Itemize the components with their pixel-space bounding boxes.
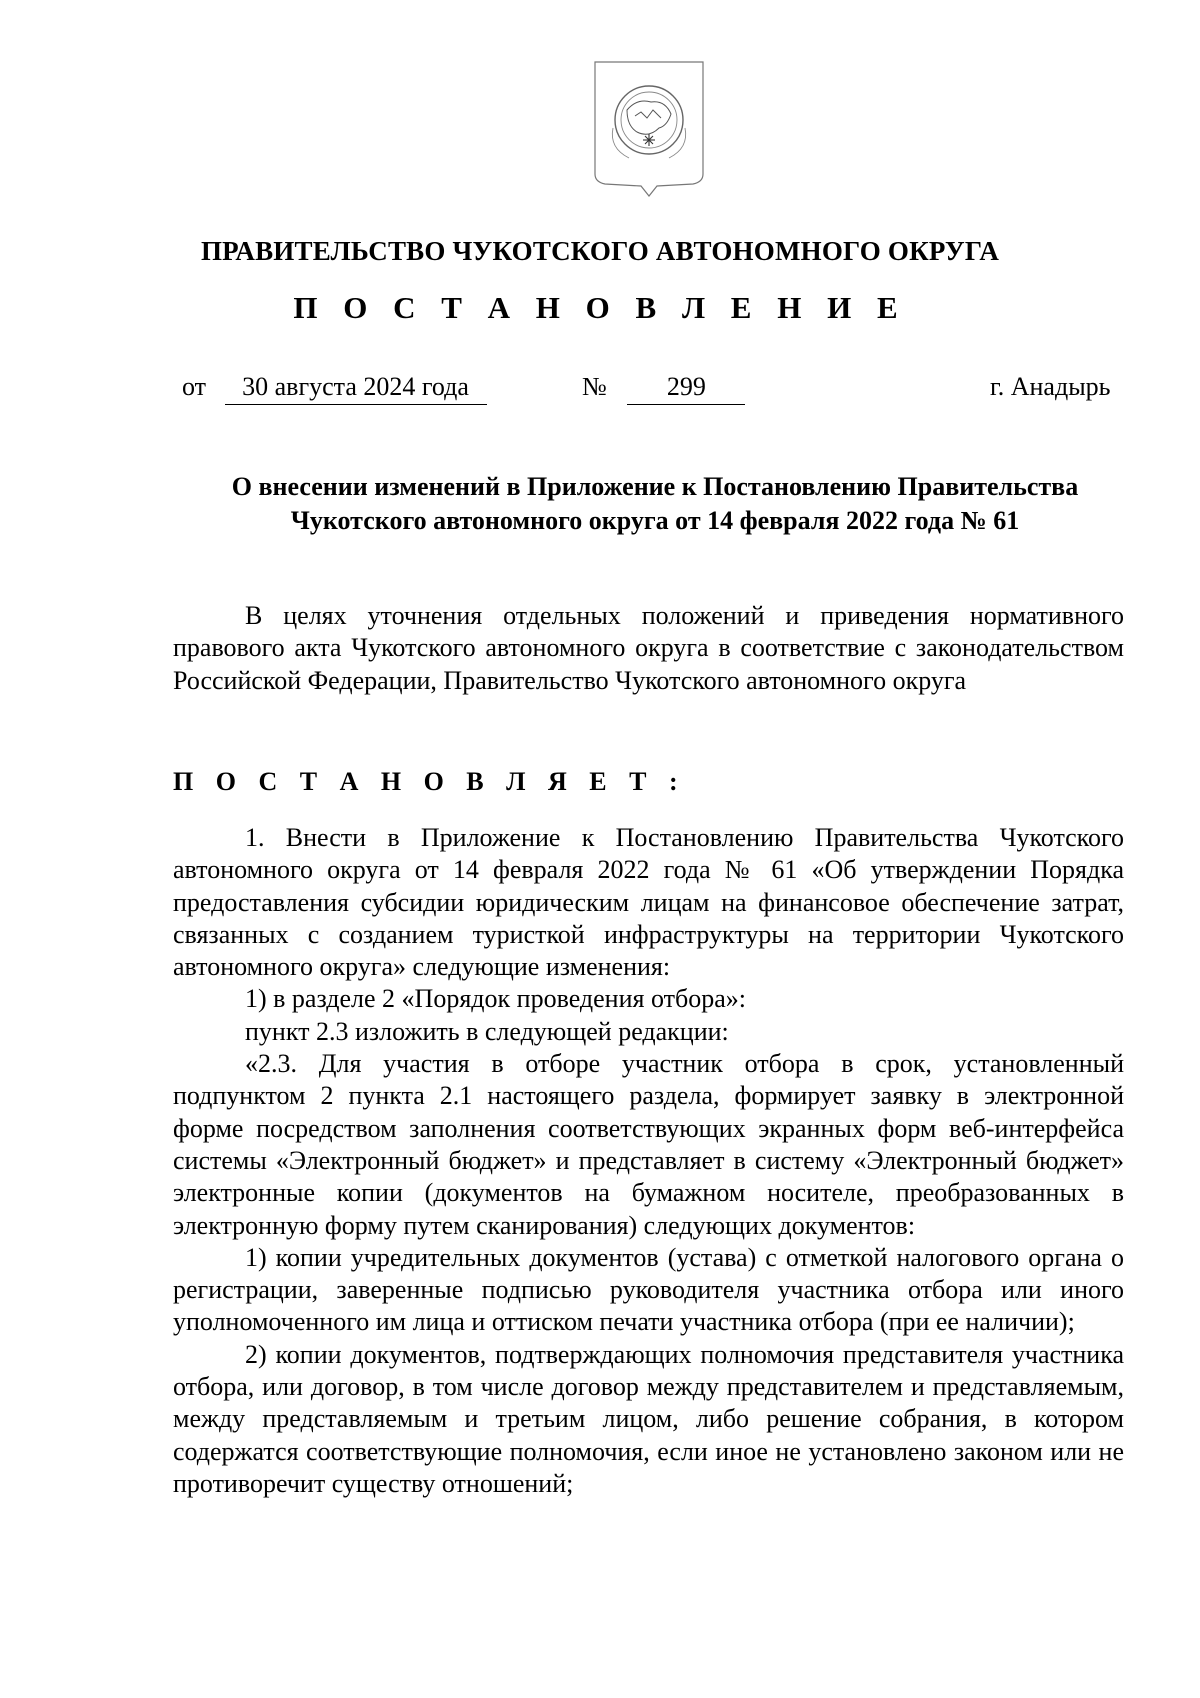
paragraph-section-2: 1) в разделе 2 «Порядок проведения отбора»:: [245, 984, 746, 1014]
resolves-heading: П О С Т А Н О В Л Я Е Т :: [173, 767, 686, 796]
document-subject: [190, 470, 1120, 538]
government-title: ПРАВИТЕЛЬСТВО ЧУКОТСКОГО АВТОНОМНОГО ОКРУГА: [200, 236, 1000, 266]
document-number: 299: [627, 372, 745, 405]
date-field: [182, 372, 487, 405]
list-item-2: 2) копии документов, подтверждающих полномочия представителя участника отбора, или договор, в том числе договор между представителем и представляемым, между представляемым и третьим лицом, либо решение собрания, в котором содержатся соответствующие полномочия, если иное не установлено законом или не противоречит существу отношений;: [173, 1339, 1124, 1498]
from-label: от: [182, 372, 207, 401]
city-label: г. Анадырь: [990, 372, 1111, 401]
number-sign: №: [582, 372, 607, 401]
subject-line-2: Чукотского автономного округа от 14 февраля 2022 года № 61: [290, 506, 1020, 535]
number-field: [582, 372, 745, 405]
paragraph-item-2-3-intro: пункт 2.3 изложить в следующей редакции:: [245, 1016, 729, 1046]
preamble-block: [173, 600, 1124, 697]
paragraph-amendment: 1. Внести в Приложение к Постановлению Правительства Чукотского автономного округа от 14 февраля 2022 года № 61 «Об утверждении Порядка предоставления субсидии юридическим лицам на финансовое обеспечение затрат, связанных с созданием туристкой инфраструктуры на территории Чукотского автономного округа» следующие изменения:: [173, 823, 1124, 982]
document-date: 30 августа 2024 года: [225, 372, 487, 405]
subject-line-1: О внесении изменений в Приложение к Постановлению Правительства: [231, 472, 1079, 501]
preamble-paragraph: В целях уточнения отдельных положений и приведения нормативного правового акта Чукотского автономного округа в соответствие с законодательством Российской Федерации, Правительство Чукотского автономного округа: [173, 601, 1124, 695]
document-type-title: П О С Т А Н О В Л Е Н И Е: [293, 290, 907, 325]
list-item-1: 1) копии учредительных документов (устава) с отметкой налогового органа о регистрации, заверенные подписью руководителя участника отбора или иного уполномоченного им лица и оттиском печати участника отбора (при ее наличии);: [173, 1242, 1124, 1337]
coat-of-arms-emblem: [589, 58, 709, 208]
paragraph-item-2-3: «2.3. Для участия в отборе участник отбора в срок, установленный подпунктом 2 пункта 2.1 настоящего раздела, формирует заявку в электронной форме посредством заполнения соответствующих экранных форм веб-интерфейса системы «Электронный бюджет» и представляет в систему «Электронный бюджет» электронные копии (документов на бумажном носителе, преобразованных в электронную форму путем сканирования) следующих документов:: [173, 1049, 1124, 1240]
main-body: [173, 822, 1124, 1500]
